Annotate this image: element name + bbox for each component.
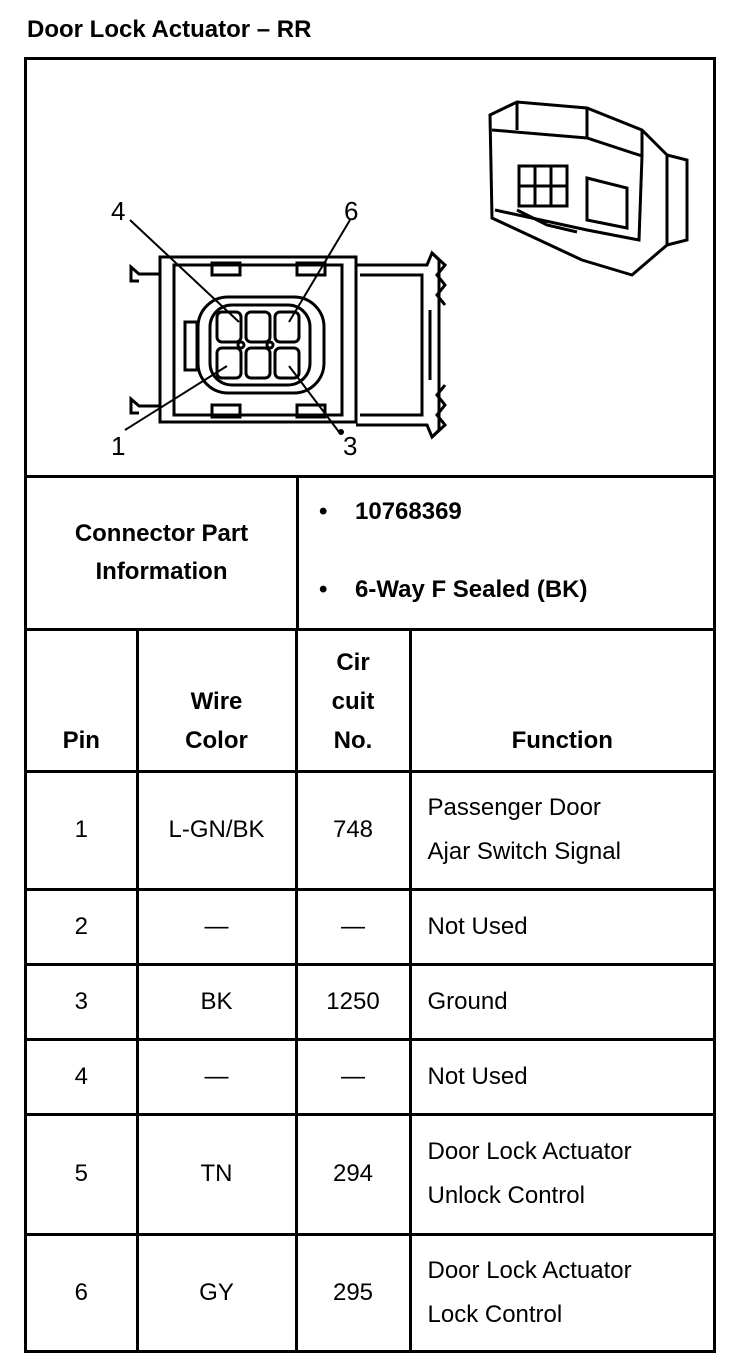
pinout-table: [27, 631, 713, 1350]
cell-function: Door Lock Actuator Unlock Control: [410, 1114, 713, 1234]
cell-pin: 6: [27, 1234, 137, 1350]
cell-wire-color: —: [137, 889, 296, 964]
cell-circuit: —: [296, 889, 410, 964]
bullet-icon: •: [319, 576, 328, 603]
cell-circuit: 748: [296, 771, 410, 889]
pin-label-4: 4: [111, 196, 126, 226]
cell-pin: 5: [27, 1114, 137, 1234]
page-title: Door Lock Actuator – RR: [27, 16, 312, 43]
table-row: [27, 1114, 713, 1234]
header-wire-color: Wire Color: [137, 631, 296, 771]
pin-label-6: 6: [344, 196, 359, 226]
info-label: [27, 478, 299, 628]
table-row: [27, 964, 713, 1039]
table-row: [27, 771, 713, 889]
cell-pin: 3: [27, 964, 137, 1039]
cell-function: Not Used: [410, 889, 713, 964]
cell-circuit: —: [296, 1039, 410, 1114]
table-row: [27, 1039, 713, 1114]
cell-function: Passenger Door Ajar Switch Signal: [410, 771, 713, 889]
cell-wire-color: —: [137, 1039, 296, 1114]
connector-description: 6-Way F Sealed (BK): [355, 576, 588, 603]
info-list: [299, 478, 713, 628]
connector-part-info: [27, 478, 713, 631]
connector-frame: [24, 57, 716, 1353]
cell-wire-color: BK: [137, 964, 296, 1039]
pin-label-1: 1: [111, 431, 126, 461]
cell-function: Door Lock Actuator Lock Control: [410, 1234, 713, 1350]
header-function: Function: [410, 631, 713, 771]
cell-pin: 1: [27, 771, 137, 889]
cell-function: Not Used: [410, 1039, 713, 1114]
connector-diagram: [27, 60, 713, 478]
cell-circuit: 294: [296, 1114, 410, 1234]
info-label-line1: Connector Part: [74, 520, 249, 547]
cell-wire-color: GY: [137, 1234, 296, 1350]
header-circuit-no: Cir cuit No.: [296, 631, 410, 771]
cell-function: Ground: [410, 964, 713, 1039]
bullet-icon: •: [319, 498, 328, 525]
cell-pin: 4: [27, 1039, 137, 1114]
connector-body-outline: [160, 257, 356, 422]
cell-circuit: 295: [296, 1234, 410, 1350]
connector-illustration: [27, 60, 713, 475]
cell-wire-color: L-GN/BK: [137, 771, 296, 889]
header-pin: Pin: [27, 631, 137, 771]
pin-label-3: 3: [343, 431, 358, 461]
cell-circuit: 1250: [296, 964, 410, 1039]
part-number: 10768369: [355, 498, 462, 525]
table-header-row: [27, 631, 713, 771]
cell-pin: 2: [27, 889, 137, 964]
table-row: [27, 1234, 713, 1350]
cell-wire-color: TN: [137, 1114, 296, 1234]
info-label-line2: Information: [95, 558, 228, 585]
table-row: [27, 889, 713, 964]
